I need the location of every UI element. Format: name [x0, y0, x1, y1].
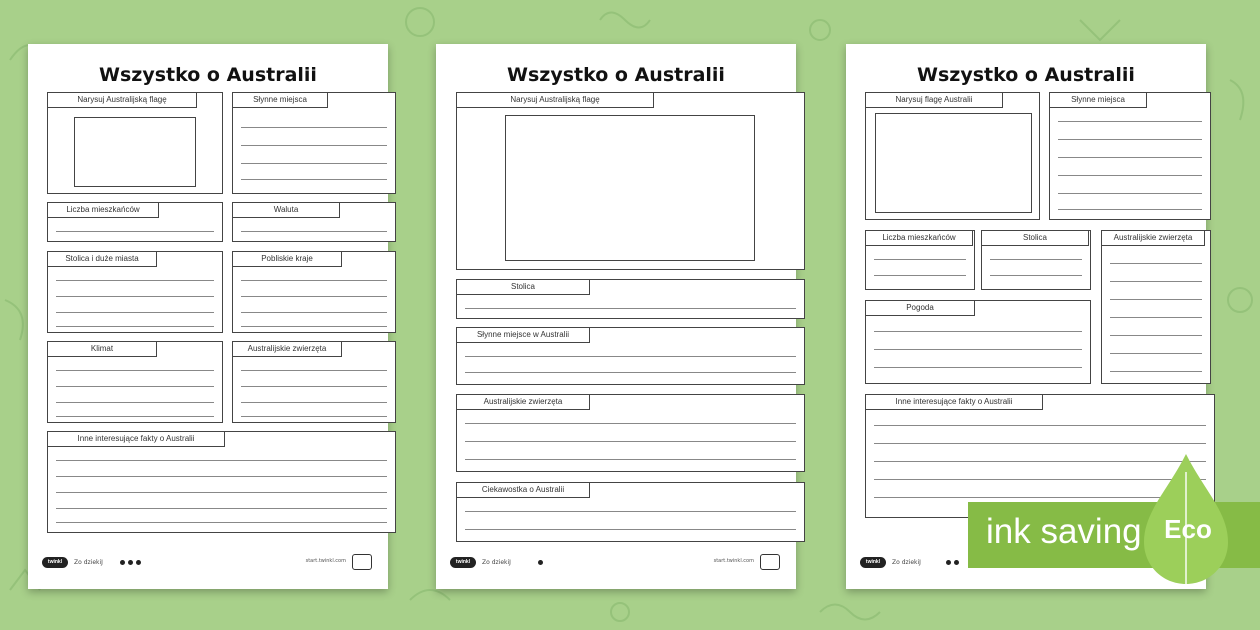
- nearby-countries-box: [232, 251, 396, 333]
- capital-cities-box: [47, 251, 223, 333]
- box-label: Pogoda: [865, 300, 975, 316]
- animals-box: [456, 394, 805, 472]
- twinkl-logo: twinkl: [42, 557, 68, 568]
- climate-box: [47, 341, 223, 423]
- interesting-facts-box: [47, 431, 396, 533]
- box-label: Australijskie zwierzęta: [1101, 230, 1205, 246]
- animals-box: [232, 341, 396, 423]
- sheet-title: Wszystko o Australii: [99, 64, 317, 86]
- famous-places-box: [1049, 92, 1211, 220]
- currency-box: [232, 202, 396, 242]
- box-label: Liczba mieszkańców: [47, 202, 159, 218]
- weather-box: [865, 300, 1091, 384]
- flag-box: [456, 92, 805, 270]
- flag-drawing-area: [505, 115, 755, 261]
- sheet-title: Wszystko o Australii: [917, 64, 1135, 86]
- box-label: Słynne miejsce w Australii: [456, 327, 590, 343]
- sheet-footer: [450, 551, 782, 573]
- box-label: Stolica: [456, 279, 590, 295]
- box-label: Liczba mieszkańców: [865, 230, 973, 246]
- footer-label: Zo dziekiJ: [892, 559, 921, 566]
- box-label: Inne interesujące fakty o Australii: [865, 394, 1043, 410]
- footer-web: start.twinkl.com: [305, 558, 346, 564]
- ink-saving-text: ink saving: [986, 512, 1142, 551]
- box-label: Inne interesujące fakty o Australii: [47, 431, 225, 447]
- worksheet-2: [436, 44, 796, 589]
- badge-icon: [760, 554, 780, 570]
- footer-label: Zo dziekiJ: [74, 559, 103, 566]
- box-label: Słynne miejsca: [1049, 92, 1147, 108]
- box-label: Stolica: [981, 230, 1089, 246]
- flag-box: [47, 92, 223, 194]
- sheet-title: Wszystko o Australii: [507, 64, 725, 86]
- box-label: Australijskie zwierzęta: [232, 341, 342, 357]
- footer-web: start.twinkl.com: [713, 558, 754, 564]
- box-label: Pobliskie kraje: [232, 251, 342, 267]
- box-label: Narysuj Australijską flagę: [47, 92, 197, 108]
- footer-label: Zo dziekiJ: [482, 559, 511, 566]
- twinkl-logo: twinkl: [450, 557, 476, 568]
- fun-fact-box: [456, 482, 805, 542]
- flag-drawing-area: [875, 113, 1032, 213]
- famous-place-box: [456, 327, 805, 385]
- worksheet-1: [28, 44, 388, 589]
- eco-label: Eco: [1164, 514, 1212, 544]
- box-label: Narysuj Australijską flagę: [456, 92, 654, 108]
- box-label: Klimat: [47, 341, 157, 357]
- badge-icon: [352, 554, 372, 570]
- twinkl-logo: twinkl: [860, 557, 886, 568]
- capital-box: [981, 230, 1091, 290]
- box-label: Ciekawostka o Australii: [456, 482, 590, 498]
- box-label: Australijskie zwierzęta: [456, 394, 590, 410]
- box-label: Waluta: [232, 202, 340, 218]
- flag-drawing-area: [74, 117, 196, 187]
- box-label: Słynne miejsca: [232, 92, 328, 108]
- box-label: Narysuj flagę Australii: [865, 92, 1003, 108]
- box-label: Stolica i duże miasta: [47, 251, 157, 267]
- sheet-footer: [42, 551, 374, 573]
- capital-box: [456, 279, 805, 319]
- population-box: [865, 230, 975, 290]
- animals-box: [1101, 230, 1211, 384]
- population-box: [47, 202, 223, 242]
- flag-box: [865, 92, 1040, 220]
- famous-places-box: [232, 92, 396, 194]
